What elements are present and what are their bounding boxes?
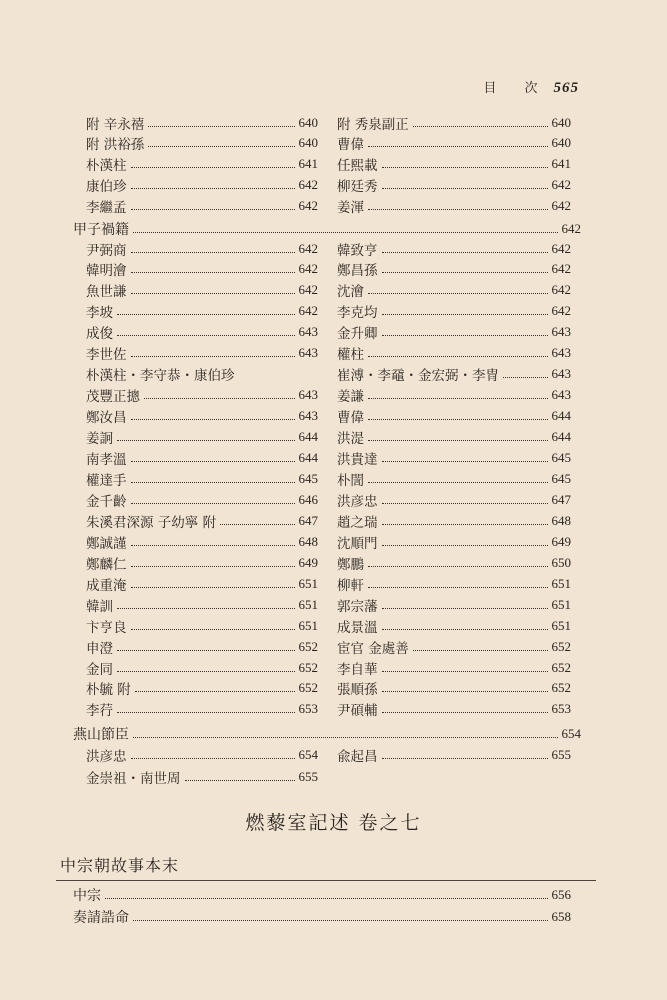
entry-name: 李繼孟 bbox=[86, 199, 127, 216]
toc-entry bbox=[86, 195, 318, 216]
entry-page-number: 643 bbox=[298, 387, 318, 403]
toc-entry bbox=[86, 112, 318, 133]
entry-name: 尹弼商 bbox=[86, 242, 127, 259]
entry-name: 李克均 bbox=[337, 305, 378, 322]
entry-name: 姜渾 bbox=[337, 199, 364, 216]
entry-name: 柳軒 bbox=[337, 577, 364, 594]
entry-name: 鄭汝昌 bbox=[86, 410, 127, 427]
entry-page-number: 643 bbox=[298, 408, 318, 424]
running-header bbox=[483, 77, 579, 97]
toc-entry bbox=[337, 406, 571, 427]
entry-page-number: 655 bbox=[298, 768, 318, 784]
entry-name: 郭宗藩 bbox=[337, 598, 378, 615]
toc-entry bbox=[73, 218, 581, 239]
entry-name: 金千齡 bbox=[86, 493, 127, 510]
dot-leader bbox=[131, 187, 295, 189]
entry-page-number: 642 bbox=[551, 303, 571, 319]
entry-name: 成景溫 bbox=[337, 619, 378, 636]
dot-leader bbox=[413, 649, 548, 651]
entry-name: 朴毓 附 bbox=[86, 682, 131, 699]
entry-page-number: 652 bbox=[551, 638, 571, 654]
dot-leader bbox=[382, 544, 548, 546]
entry-page-number: 650 bbox=[551, 554, 571, 570]
entry-name: 甲子禍籍 bbox=[73, 221, 129, 238]
dot-leader bbox=[105, 897, 548, 899]
entry-name: 兪起昌 bbox=[337, 748, 378, 765]
entry-name: 韓致亨 bbox=[337, 242, 378, 259]
entry-name: 成俊 bbox=[86, 326, 113, 343]
entry-page-number: 651 bbox=[551, 575, 571, 591]
dot-leader bbox=[368, 481, 548, 483]
entry-name: 金同 bbox=[86, 661, 113, 678]
toc-entry bbox=[86, 385, 318, 406]
toc-entry bbox=[86, 259, 318, 280]
dot-leader bbox=[368, 292, 548, 294]
dot-leader bbox=[117, 439, 295, 441]
entry-name: 燕山節臣 bbox=[73, 726, 129, 743]
entry-page-number: 654 bbox=[298, 746, 318, 762]
entry-page-number: 654 bbox=[561, 725, 581, 741]
dot-leader bbox=[131, 418, 295, 420]
toc-entry bbox=[86, 154, 318, 175]
dot-leader bbox=[131, 628, 295, 630]
entry-page-number: 642 bbox=[561, 220, 581, 236]
entry-name: 趙之瑞 bbox=[337, 514, 378, 531]
toc-entry bbox=[86, 343, 318, 364]
toc-entry bbox=[337, 448, 571, 469]
dot-leader bbox=[368, 586, 548, 588]
entry-name: 南孝溫 bbox=[86, 452, 127, 468]
dot-leader bbox=[148, 145, 294, 147]
entry-name: 姜謙 bbox=[337, 389, 364, 406]
dot-leader bbox=[368, 208, 548, 210]
toc-entry bbox=[337, 744, 571, 765]
entry-page-number: 642 bbox=[298, 282, 318, 298]
entry-page-number: 643 bbox=[298, 324, 318, 340]
dot-leader bbox=[117, 711, 295, 713]
toc-entry bbox=[86, 615, 318, 636]
entry-page-number: 651 bbox=[551, 617, 571, 633]
dot-leader bbox=[382, 251, 548, 253]
dot-leader bbox=[117, 313, 295, 315]
entry-name: 奏請誥命 bbox=[73, 909, 129, 926]
dot-leader bbox=[117, 334, 295, 336]
entry-page-number: 640 bbox=[551, 135, 571, 151]
toc-entry bbox=[337, 699, 571, 720]
dot-leader bbox=[368, 418, 548, 420]
entry-name: 中宗 bbox=[73, 887, 101, 904]
entry-name: 李自華 bbox=[337, 661, 378, 678]
toc-entry bbox=[86, 699, 318, 720]
dot-leader bbox=[131, 208, 295, 210]
dot-leader bbox=[133, 919, 548, 921]
toc-entry bbox=[86, 448, 318, 469]
toc-entry bbox=[337, 301, 571, 322]
entry-page-number: 644 bbox=[551, 429, 571, 445]
toc-entry bbox=[86, 174, 318, 195]
dot-leader bbox=[135, 690, 295, 692]
entry-page-number: 643 bbox=[298, 345, 318, 361]
dot-leader bbox=[133, 736, 558, 738]
toc-entry bbox=[86, 406, 318, 427]
entry-page-number: 642 bbox=[551, 261, 571, 277]
entry-name: 鄭鵬 bbox=[337, 556, 364, 573]
chapter-rule bbox=[56, 880, 596, 881]
toc-entry bbox=[337, 678, 571, 699]
toc-entry bbox=[73, 906, 571, 927]
entry-name: 朴漢柱 bbox=[86, 158, 127, 175]
dot-leader bbox=[382, 523, 548, 525]
entry-page-number: 642 bbox=[298, 176, 318, 192]
entry-page-number: 653 bbox=[298, 701, 318, 717]
entry-page-number: 643 bbox=[551, 324, 571, 340]
entry-name: 康伯珍 bbox=[86, 178, 127, 195]
entry-name: 鄭麟仁 bbox=[86, 556, 127, 573]
toc-entry bbox=[337, 615, 571, 636]
toc-entry bbox=[86, 744, 318, 765]
dot-leader bbox=[185, 779, 295, 781]
toc-entry bbox=[337, 636, 571, 657]
toc-entry bbox=[86, 489, 318, 510]
page-number: 565 bbox=[553, 80, 579, 96]
dot-leader bbox=[382, 711, 548, 713]
entry-page-number: 644 bbox=[298, 450, 318, 465]
dot-leader bbox=[131, 355, 295, 357]
entry-page-number: 649 bbox=[298, 554, 318, 570]
entry-page-number: 640 bbox=[298, 114, 318, 130]
dot-leader bbox=[413, 125, 548, 127]
entry-page-number: 645 bbox=[551, 450, 571, 465]
toc-entry bbox=[337, 657, 571, 678]
entry-page-number: 642 bbox=[298, 261, 318, 277]
dot-leader bbox=[131, 271, 295, 273]
entry-page-number: 652 bbox=[298, 638, 318, 654]
entry-name: 茂豐正摠 bbox=[86, 389, 140, 406]
entry-name: 附 秀泉副正 bbox=[337, 116, 409, 133]
toc-entry bbox=[86, 238, 318, 259]
entry-page-number: 653 bbox=[551, 701, 571, 717]
entry-name: 崔溥・李黿・金宏弼・李冑 bbox=[337, 368, 499, 385]
dot-leader bbox=[131, 166, 295, 168]
entry-page-number: 642 bbox=[298, 303, 318, 319]
toc-entry bbox=[337, 322, 571, 343]
toc-entry bbox=[337, 133, 571, 154]
entry-page-number: 656 bbox=[551, 886, 571, 902]
entry-name: 李坡 bbox=[86, 305, 113, 322]
toc-entry bbox=[86, 636, 318, 657]
dot-leader bbox=[382, 313, 548, 315]
dot-leader bbox=[117, 670, 295, 672]
entry-name: 李荇 bbox=[86, 703, 113, 720]
entry-page-number: 655 bbox=[551, 746, 571, 762]
entry-page-number: 652 bbox=[298, 659, 318, 675]
entry-name: 成重淹 bbox=[86, 577, 127, 594]
dot-leader bbox=[368, 439, 548, 441]
toc-entry bbox=[337, 552, 571, 573]
dot-leader bbox=[131, 544, 295, 546]
entry-page-number: 645 bbox=[298, 470, 318, 486]
toc-entry bbox=[337, 259, 571, 280]
toc-entry bbox=[337, 573, 571, 594]
toc-entry bbox=[73, 884, 571, 905]
entry-name: 申澄 bbox=[86, 640, 113, 657]
entry-page-number: 652 bbox=[298, 680, 318, 696]
entry-page-number: 644 bbox=[551, 408, 571, 424]
entry-name: 沈順門 bbox=[337, 535, 378, 552]
toc-entry bbox=[337, 364, 571, 385]
entry-name: 曹偉 bbox=[337, 410, 364, 427]
dot-leader bbox=[148, 125, 294, 127]
toc-entry bbox=[86, 573, 318, 594]
toc-entry bbox=[86, 552, 318, 573]
entry-name: 洪彦忠 bbox=[337, 493, 378, 510]
entry-name: 朴漢柱・李守恭・康伯珍 bbox=[86, 368, 235, 385]
entry-name: 權柱 bbox=[337, 347, 364, 364]
entry-name: 洪湜 bbox=[337, 431, 364, 448]
toc-entry bbox=[86, 678, 318, 699]
entry-page-number: 640 bbox=[298, 135, 318, 151]
dot-leader bbox=[382, 670, 548, 672]
dot-leader bbox=[144, 397, 295, 399]
entry-name: 附 洪裕孫 bbox=[86, 137, 145, 154]
toc-entry bbox=[86, 594, 318, 615]
header-label: 目 次 bbox=[483, 81, 550, 96]
dot-leader bbox=[117, 649, 295, 651]
toc-entry bbox=[86, 301, 318, 322]
entry-name: 金崇祖・南世周 bbox=[86, 770, 181, 787]
entry-name: 洪貴達 bbox=[337, 452, 378, 468]
entry-page-number: 643 bbox=[551, 366, 571, 382]
entry-name: 權達手 bbox=[86, 472, 127, 489]
dot-leader bbox=[382, 628, 548, 630]
dot-leader bbox=[131, 481, 295, 483]
toc-entry bbox=[86, 322, 318, 343]
dot-leader bbox=[131, 586, 295, 588]
entry-name: 沈澮 bbox=[337, 284, 364, 301]
toc-entry bbox=[86, 531, 318, 552]
entry-name: 附 辛永禧 bbox=[86, 116, 145, 133]
toc-entry bbox=[337, 427, 571, 448]
toc-entry bbox=[86, 766, 318, 787]
dot-leader bbox=[220, 523, 294, 525]
entry-page-number: 647 bbox=[298, 512, 318, 528]
entry-page-number: 658 bbox=[551, 908, 571, 924]
entry-page-number: 642 bbox=[551, 282, 571, 298]
entry-page-number: 642 bbox=[298, 240, 318, 256]
toc-entry bbox=[73, 723, 581, 744]
toc-entry bbox=[86, 468, 318, 489]
entry-page-number: 642 bbox=[298, 197, 318, 213]
entry-name: 尹碩輔 bbox=[337, 703, 378, 720]
dot-leader bbox=[131, 502, 295, 504]
toc-entry bbox=[337, 489, 571, 510]
entry-page-number: 645 bbox=[551, 470, 571, 486]
entry-page-number: 651 bbox=[298, 596, 318, 612]
entry-page-number: 648 bbox=[298, 533, 318, 549]
entry-name: 韓訓 bbox=[86, 598, 113, 615]
toc-entry bbox=[337, 510, 571, 531]
dot-leader bbox=[382, 607, 548, 609]
volume-title: 燃藜室記述 卷之七 bbox=[245, 812, 422, 834]
dot-leader bbox=[368, 397, 548, 399]
toc-entry bbox=[337, 594, 571, 615]
entry-page-number: 652 bbox=[551, 680, 571, 696]
dot-leader bbox=[382, 690, 548, 692]
dot-leader bbox=[382, 271, 548, 273]
entry-name: 姜詗 bbox=[86, 431, 113, 448]
entry-name: 韓明澮 bbox=[86, 263, 127, 280]
dot-leader bbox=[368, 145, 548, 147]
dot-leader bbox=[117, 607, 295, 609]
entry-name: 任熙載 bbox=[337, 158, 378, 175]
entry-name: 洪彦忠 bbox=[86, 748, 127, 765]
dot-leader bbox=[368, 355, 548, 357]
toc-entry bbox=[86, 364, 318, 385]
entry-name: 宦官 金處善 bbox=[337, 640, 409, 657]
dot-leader bbox=[131, 757, 295, 759]
entry-name: 鄭誠謹 bbox=[86, 535, 127, 552]
dot-leader bbox=[131, 292, 295, 294]
toc-entry bbox=[337, 468, 571, 489]
dot-leader bbox=[131, 565, 295, 567]
entry-page-number: 642 bbox=[551, 197, 571, 213]
dot-leader bbox=[503, 376, 548, 378]
entry-name: 朱溪君深源 子幼寧 附 bbox=[86, 514, 217, 531]
dot-leader bbox=[382, 460, 548, 462]
entry-name: 金升卿 bbox=[337, 326, 378, 343]
entry-page-number: 642 bbox=[551, 240, 571, 256]
toc-entry bbox=[337, 112, 571, 133]
chapter-title: 中宗朝故事本末 bbox=[60, 856, 180, 875]
toc-entry bbox=[337, 238, 571, 259]
toc-entry bbox=[86, 133, 318, 154]
entry-page-number: 641 bbox=[298, 156, 318, 172]
entry-page-number: 651 bbox=[298, 617, 318, 633]
entry-name: 卞亨良 bbox=[86, 619, 127, 636]
entry-page-number: 641 bbox=[551, 156, 571, 172]
dot-leader bbox=[382, 757, 548, 759]
entry-page-number: 643 bbox=[551, 345, 571, 361]
entry-name: 魚世謙 bbox=[86, 284, 127, 301]
dot-leader bbox=[382, 187, 548, 189]
toc-entry bbox=[337, 280, 571, 301]
entry-page-number: 651 bbox=[551, 596, 571, 612]
toc-entry bbox=[86, 510, 318, 531]
toc-entry bbox=[86, 280, 318, 301]
dot-leader bbox=[382, 334, 548, 336]
toc-entry bbox=[337, 531, 571, 552]
dot-leader bbox=[131, 460, 295, 462]
toc-entry bbox=[86, 657, 318, 678]
dot-leader bbox=[133, 231, 558, 233]
entry-page-number: 646 bbox=[298, 491, 318, 507]
toc-entry bbox=[86, 427, 318, 448]
entry-name: 李世佐 bbox=[86, 347, 127, 364]
dot-leader bbox=[368, 565, 548, 567]
entry-name: 鄭昌孫 bbox=[337, 263, 378, 280]
entry-page-number: 649 bbox=[551, 533, 571, 549]
toc-entry bbox=[337, 343, 571, 364]
entry-page-number: 647 bbox=[551, 491, 571, 507]
entry-page-number: 640 bbox=[551, 114, 571, 130]
dot-leader bbox=[382, 502, 548, 504]
entry-page-number: 644 bbox=[298, 429, 318, 445]
entry-page-number: 652 bbox=[551, 659, 571, 675]
entry-name: 曹偉 bbox=[337, 137, 364, 154]
entry-page-number: 642 bbox=[551, 176, 571, 192]
entry-page-number: 643 bbox=[551, 387, 571, 403]
toc-entry bbox=[337, 385, 571, 406]
entry-page-number: 648 bbox=[551, 512, 571, 528]
dot-leader bbox=[131, 251, 295, 253]
entry-name: 朴誾 bbox=[337, 472, 364, 489]
entry-page-number: 651 bbox=[298, 575, 318, 591]
toc-entry bbox=[337, 195, 571, 216]
toc-entry bbox=[337, 154, 571, 175]
entry-name: 柳廷秀 bbox=[337, 178, 378, 195]
toc-entry bbox=[337, 174, 571, 195]
entry-name: 張順孫 bbox=[337, 682, 378, 699]
dot-leader bbox=[382, 166, 548, 168]
